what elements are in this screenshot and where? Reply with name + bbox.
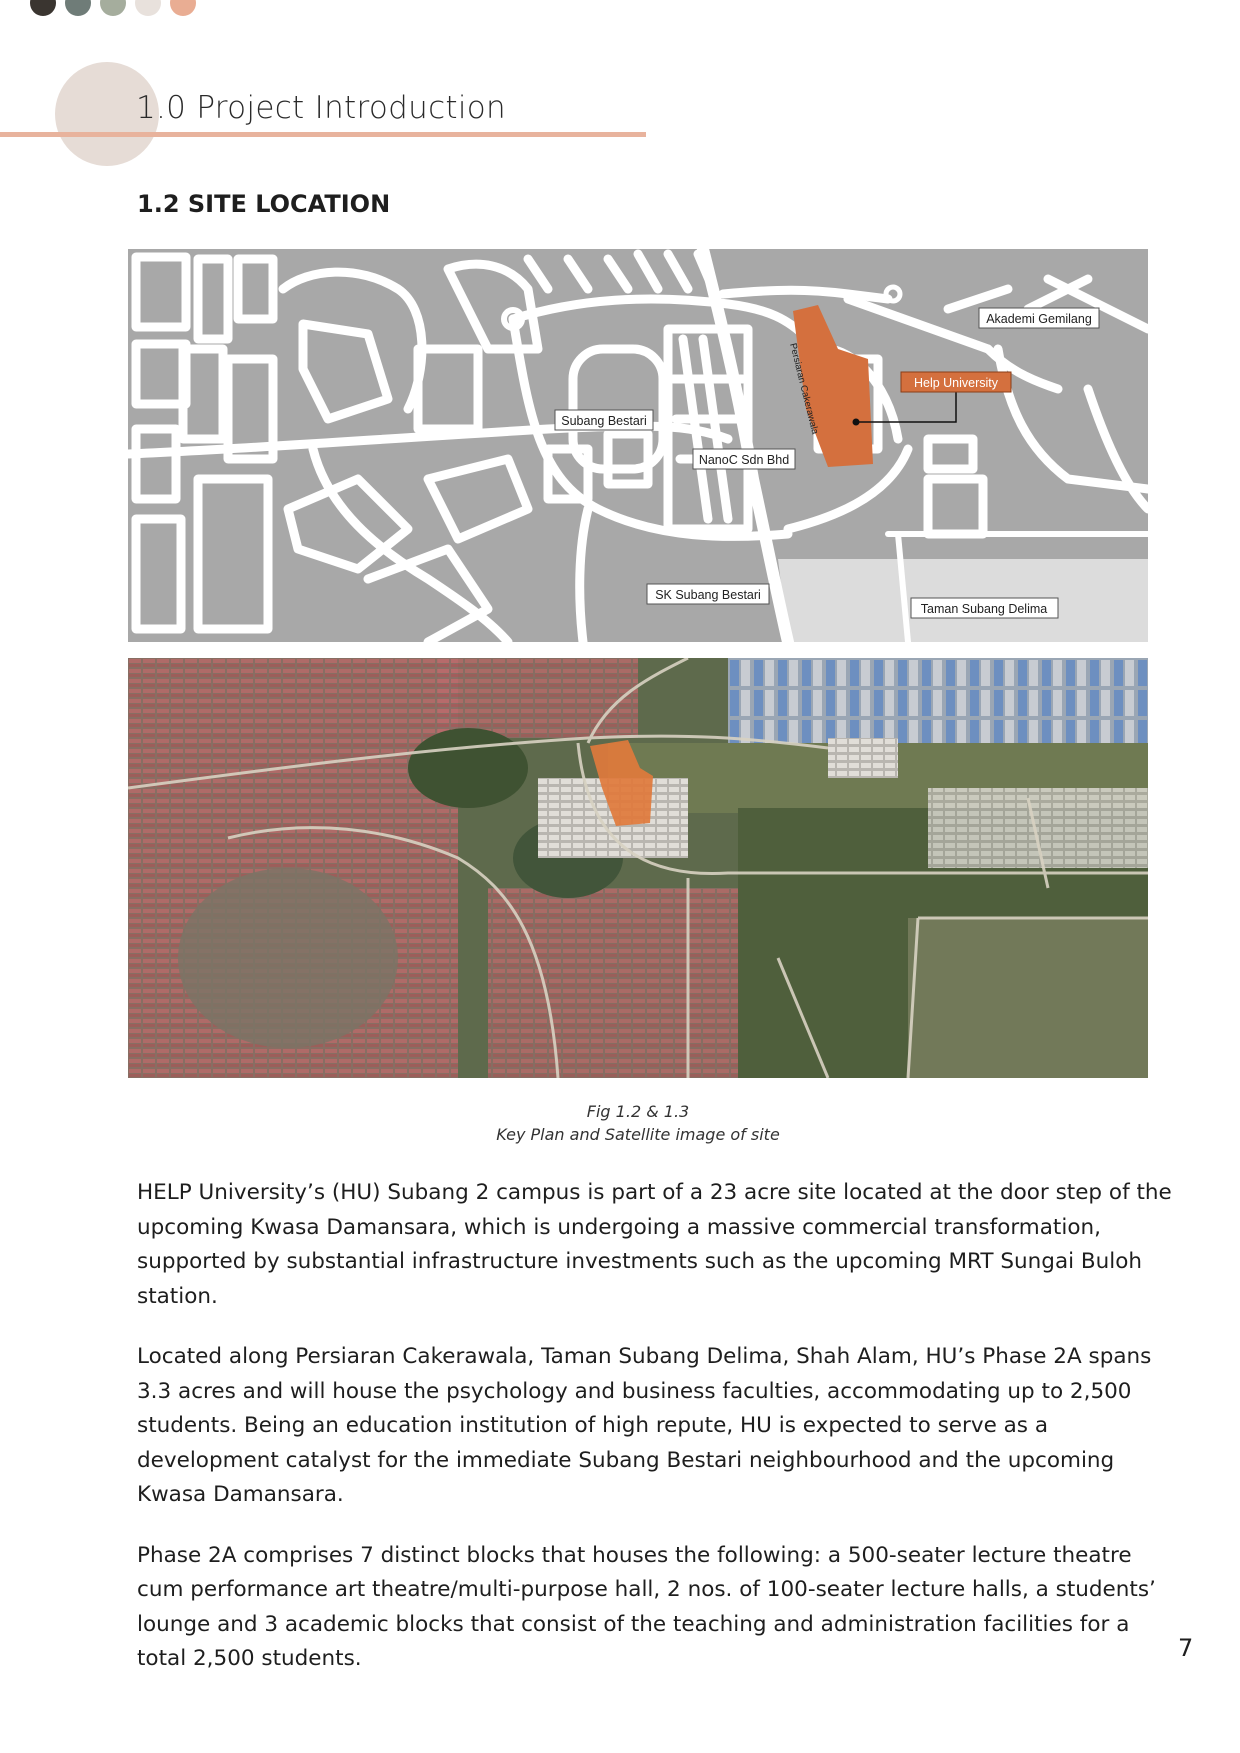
body-text: [137, 1176, 1177, 1703]
label-akademi: [979, 308, 1099, 328]
label-subang-bestari: [555, 410, 653, 430]
label-taman: [911, 598, 1058, 618]
label-help-text: Help University: [913, 376, 999, 390]
satellite-image: [128, 658, 1148, 1078]
caption-line-1: Fig 1.2 & 1.3: [586, 1102, 690, 1121]
label-akademi-text: Akademi Gemilang: [986, 312, 1092, 326]
figure-caption: [128, 1100, 1148, 1146]
label-nanoc-text: NanoC Sdn Bhd: [698, 453, 790, 467]
key-plan-map: [128, 249, 1148, 642]
palette-dot: [135, 0, 161, 16]
palette-dot: [170, 0, 196, 16]
label-help: [901, 372, 1011, 392]
label-persiaran-text: Persiaran Cakerawala: [787, 342, 821, 436]
palette-dot: [100, 0, 126, 16]
section-title: 1.0 Project Introduction: [136, 90, 506, 126]
palette-dot: [30, 0, 56, 16]
label-nanoc: [693, 449, 795, 469]
paragraph-2: Located along Persiaran Cakerawala, Taman Subang Delima, Shah Alam, HU’s Phase 2A spans 3.3 acres and will house the psychology and business faculties, accommodating up to 2,500 students. Being an education institution of high repute, HU is expected to serve as a development catalyst for the immediate Subang Bestari neighbourhood and the upcoming Kwasa Damansara.: [137, 1344, 1152, 1507]
caption-line-2: Key Plan and Satellite image of site: [496, 1125, 780, 1144]
palette-dot: [65, 0, 91, 16]
subsection-title: 1.2 SITE LOCATION: [137, 190, 391, 218]
page-number: 7: [1178, 1634, 1194, 1662]
label-sk-subang: [647, 584, 769, 604]
label-taman-text: Taman Subang Delima: [920, 602, 1048, 616]
color-palette: [30, 0, 196, 16]
header-underline: [0, 132, 646, 137]
site-marker: [853, 419, 860, 426]
paragraph-3: Phase 2A comprises 7 distinct blocks that houses the following: a 500-seater lecture theatre cum performance art theatre/multi-purpose hall, 2 nos. of 100-seater lecture halls, a students’ lounge and 3 academic blocks that consist of the teaching and administration facilities for a total 2,500 students.: [137, 1542, 1156, 1671]
paragraph-1: HELP University’s (HU) Subang 2 campus is part of a 23 acre site located at the door step of the upcoming Kwasa Damansara, which is undergoing a massive commercial transformation, supported by substantial infrastructure investments such as the upcoming MRT Sungai Buloh station.: [137, 1180, 1172, 1309]
label-subang-bestari-text: Subang Bestari: [561, 414, 647, 428]
label-sk-subang-text: SK Subang Bestari: [655, 588, 761, 602]
